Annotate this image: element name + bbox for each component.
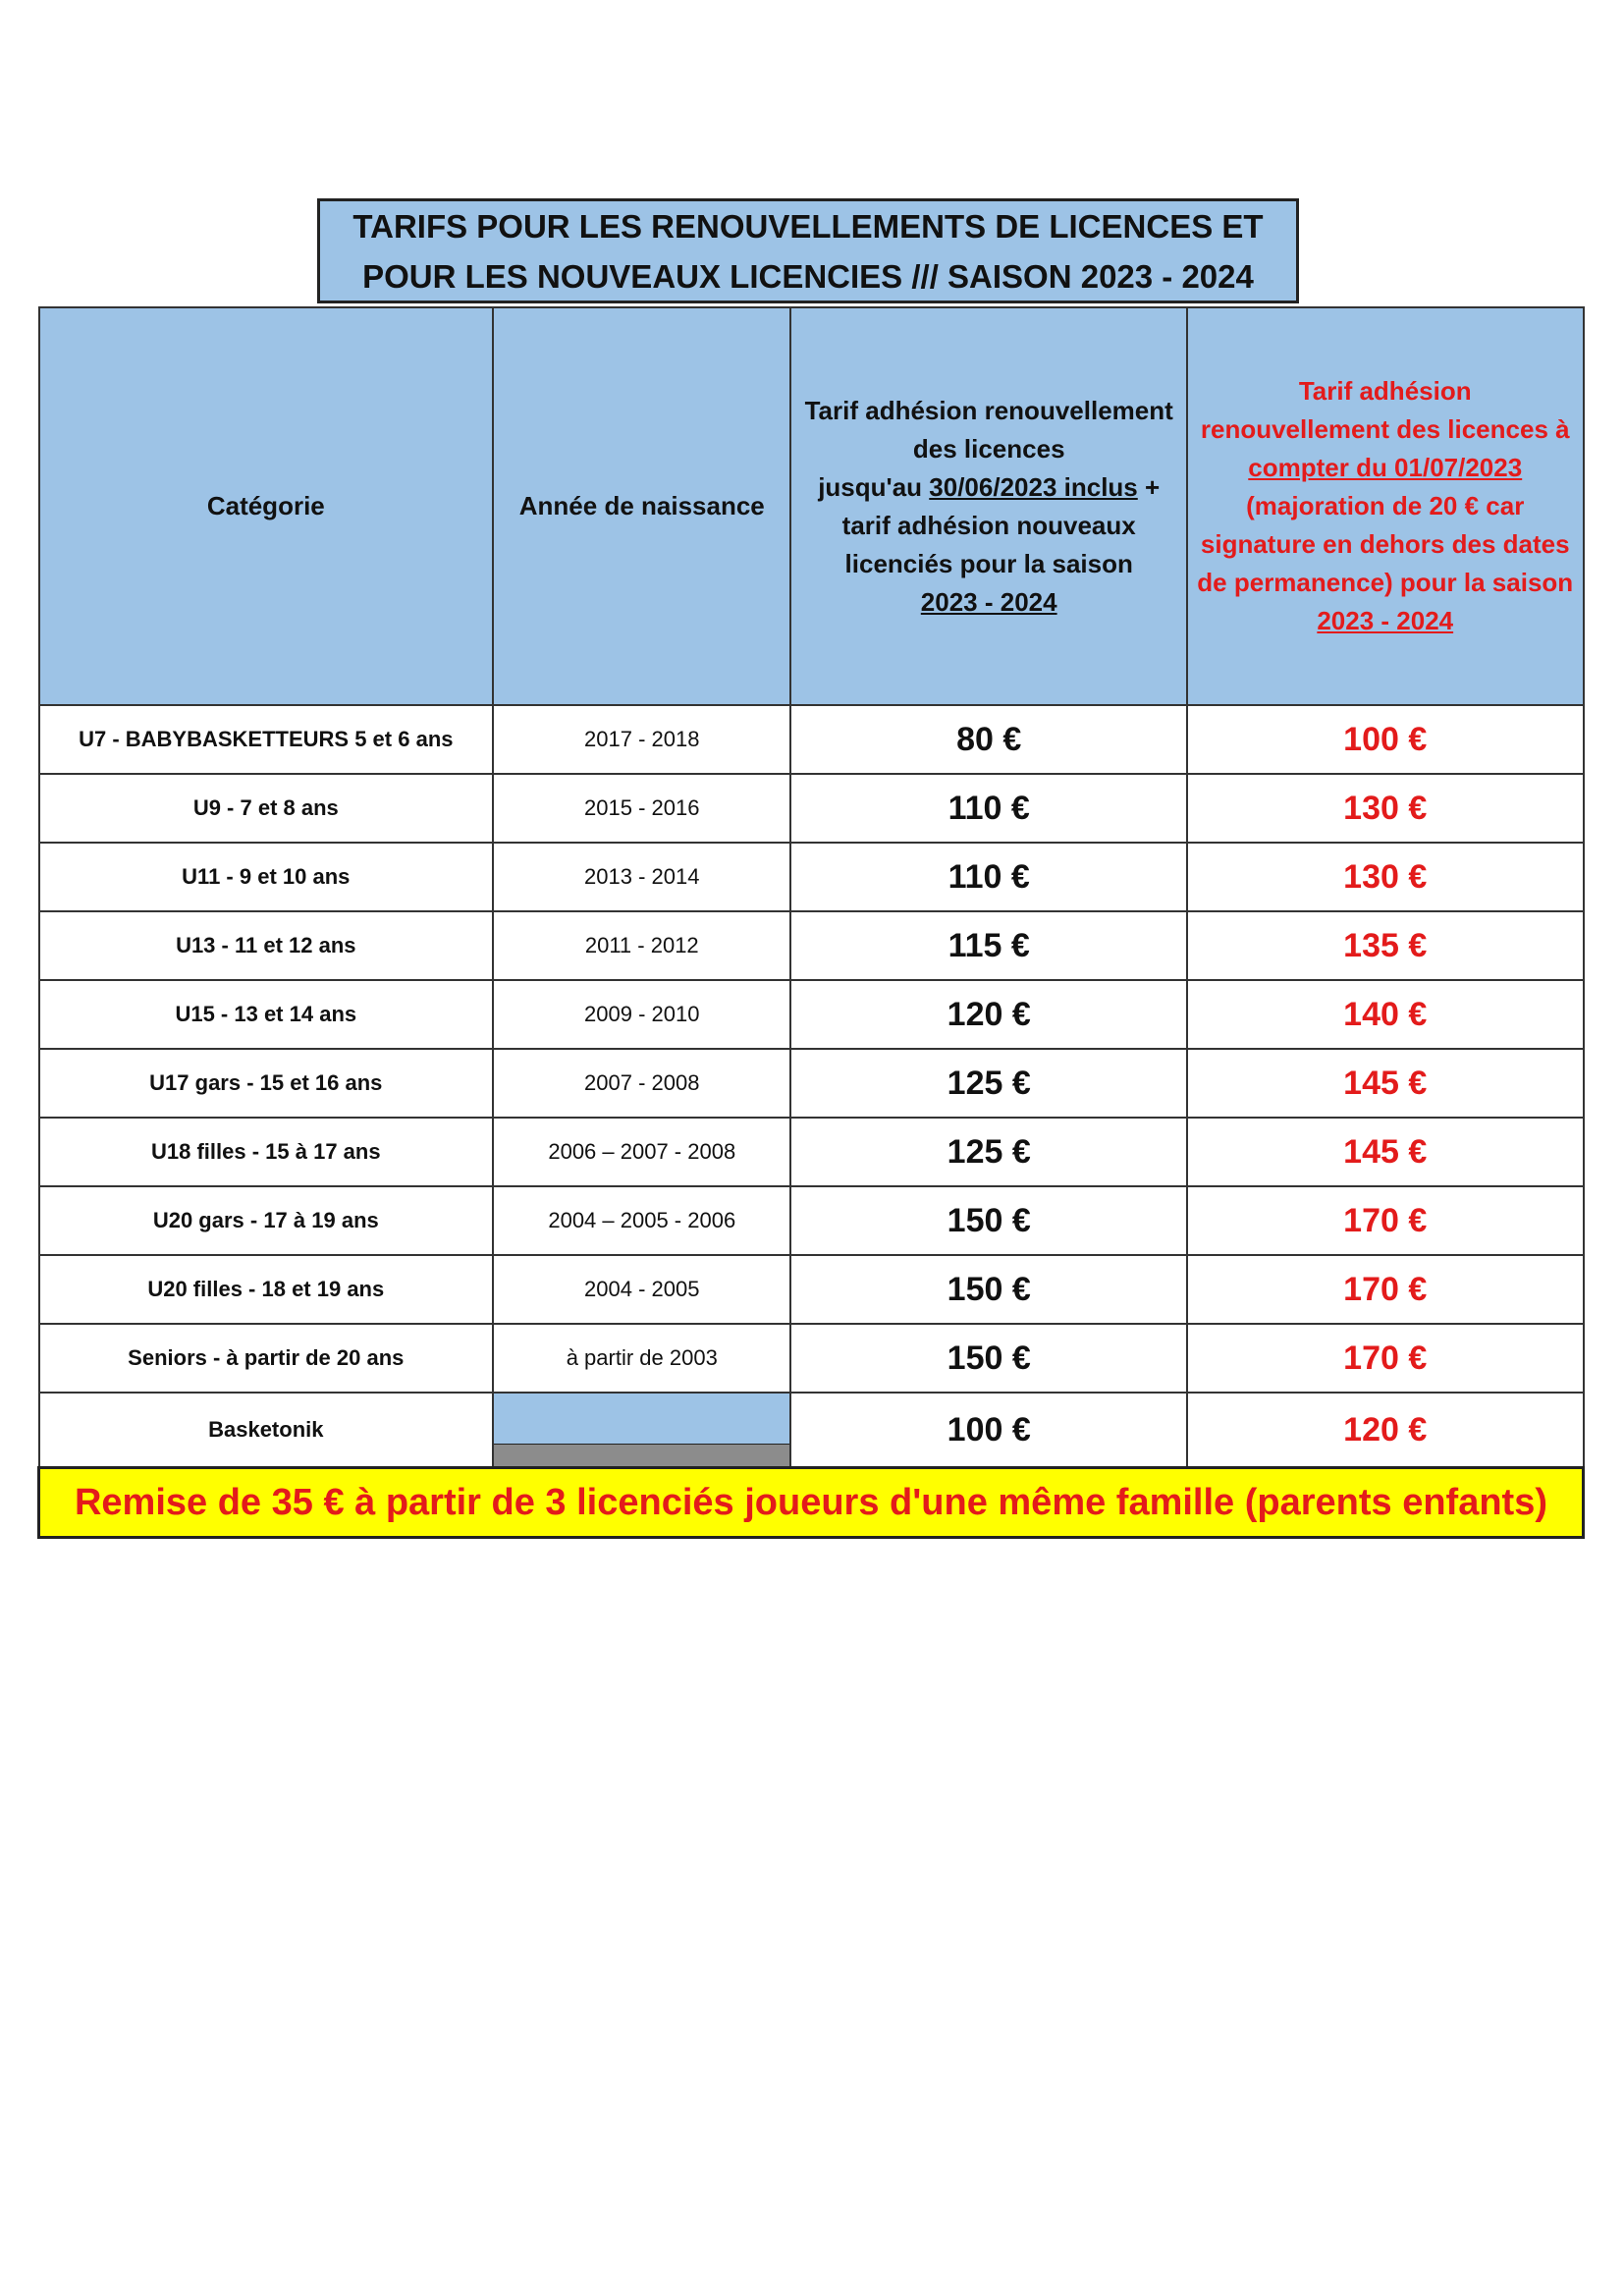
row-category: Seniors - à partir de 20 ans — [39, 1324, 494, 1393]
row-birth-years: 2006 – 2007 - 2008 — [493, 1118, 790, 1186]
row-category: U20 gars - 17 à 19 ans — [39, 1186, 494, 1255]
deadline-date: 30/06/2023 inclus — [929, 471, 1138, 502]
header-tarif-standard-line: tarif adhésion nouveaux — [841, 510, 1136, 540]
page-title — [317, 198, 1299, 303]
row-category: U13 - 11 et 12 ans — [39, 911, 494, 980]
row-category: U9 - 7 et 8 ans — [39, 774, 494, 843]
header-tarif-late-line: renouvellement des licences à — [1200, 414, 1570, 444]
row-price-late: 130 € — [1187, 774, 1584, 843]
row-birth-years: 2009 - 2010 — [493, 980, 790, 1049]
row-category: U15 - 13 et 14 ans — [39, 980, 494, 1049]
table-row — [39, 1186, 1584, 1255]
row-price: 110 € — [790, 843, 1187, 911]
header-tarif-standard — [790, 307, 1187, 705]
table-row — [39, 774, 1584, 843]
header-season-late: 2023 - 2024 — [1317, 606, 1454, 635]
header-tarif-late-line: (majoration de 20 € car — [1246, 491, 1525, 520]
header-tarif-late-line: signature en dehors des dates — [1200, 529, 1570, 559]
row-category: U20 filles - 18 et 19 ans — [39, 1255, 494, 1324]
row-price-late: 170 € — [1187, 1186, 1584, 1255]
row-price-late: 170 € — [1187, 1255, 1584, 1324]
row-price-late: 145 € — [1187, 1118, 1584, 1186]
title-line-1: TARIFS POUR LES RENOUVELLEMENTS DE LICENCES ET — [352, 207, 1264, 245]
row-category: Basketonik — [39, 1393, 494, 1468]
row-price-late: 130 € — [1187, 843, 1584, 911]
header-tarif-standard-line: licenciés pour la saison — [844, 548, 1133, 578]
table-row — [39, 911, 1584, 980]
row-price: 110 € — [790, 774, 1187, 843]
row-birth-years-empty — [493, 1393, 790, 1468]
header-tarif-late-line: Tarif adhésion — [1298, 376, 1472, 406]
header-tarif-standard-line: jusqu'au 30/06/2023 inclus + — [818, 471, 1161, 502]
tarifs-table — [37, 306, 1585, 1539]
row-birth-years: 2004 – 2005 - 2006 — [493, 1186, 790, 1255]
row-category: U11 - 9 et 10 ans — [39, 843, 494, 911]
empty-cell-blue — [494, 1394, 789, 1447]
row-price: 80 € — [790, 705, 1187, 774]
row-birth-years: 2013 - 2014 — [493, 843, 790, 911]
row-category: U17 gars - 15 et 16 ans — [39, 1049, 494, 1118]
row-price-late: 170 € — [1187, 1324, 1584, 1393]
row-category: U18 filles - 15 à 17 ans — [39, 1118, 494, 1186]
table-row — [39, 705, 1584, 774]
late-start-date: compter du 01/07/2023 — [1248, 453, 1523, 482]
row-birth-years: 2007 - 2008 — [493, 1049, 790, 1118]
row-price-late: 140 € — [1187, 980, 1584, 1049]
empty-cell-grey — [494, 1445, 789, 1466]
title-line-2: POUR LES NOUVEAUX LICENCIES /// SAISON 2023 - 2024 — [362, 257, 1254, 295]
row-birth-years: 2004 - 2005 — [493, 1255, 790, 1324]
row-price: 120 € — [790, 980, 1187, 1049]
table-row — [39, 980, 1584, 1049]
row-price-late: 100 € — [1187, 705, 1584, 774]
row-price: 150 € — [790, 1324, 1187, 1393]
row-price: 115 € — [790, 911, 1187, 980]
row-price: 125 € — [790, 1049, 1187, 1118]
remise-banner: Remise de 35 € à partir de 3 licenciés joueurs d'une même famille (parents enfants) — [39, 1468, 1584, 1538]
row-birth-years: 2017 - 2018 — [493, 705, 790, 774]
table-header-row — [39, 307, 1584, 705]
remise-banner-row — [39, 1468, 1584, 1538]
row-price: 125 € — [790, 1118, 1187, 1186]
row-birth-years: à partir de 2003 — [493, 1324, 790, 1393]
table-row-basketonik — [39, 1393, 1584, 1468]
row-price: 150 € — [790, 1255, 1187, 1324]
header-tarif-late-line: de permanence) pour la saison — [1197, 568, 1574, 597]
row-price-late: 120 € — [1187, 1393, 1584, 1468]
row-price: 150 € — [790, 1186, 1187, 1255]
header-tarif-late — [1187, 307, 1584, 705]
row-birth-years: 2011 - 2012 — [493, 911, 790, 980]
header-birth-year: Année de naissance — [493, 307, 790, 705]
row-birth-years: 2015 - 2016 — [493, 774, 790, 843]
row-price: 100 € — [790, 1393, 1187, 1468]
header-tarif-standard-line: Tarif adhésion renouvellement — [804, 395, 1173, 425]
row-category: U7 - BABYBASKETTEURS 5 et 6 ans — [39, 705, 494, 774]
table-row — [39, 843, 1584, 911]
header-season: 2023 - 2024 — [920, 586, 1057, 617]
row-price-late: 135 € — [1187, 911, 1584, 980]
table-row — [39, 1255, 1584, 1324]
header-tarif-standard-line: des licences — [912, 433, 1065, 464]
table-row — [39, 1324, 1584, 1393]
table-row — [39, 1049, 1584, 1118]
row-price-late: 145 € — [1187, 1049, 1584, 1118]
table-row — [39, 1118, 1584, 1186]
header-category: Catégorie — [39, 307, 494, 705]
